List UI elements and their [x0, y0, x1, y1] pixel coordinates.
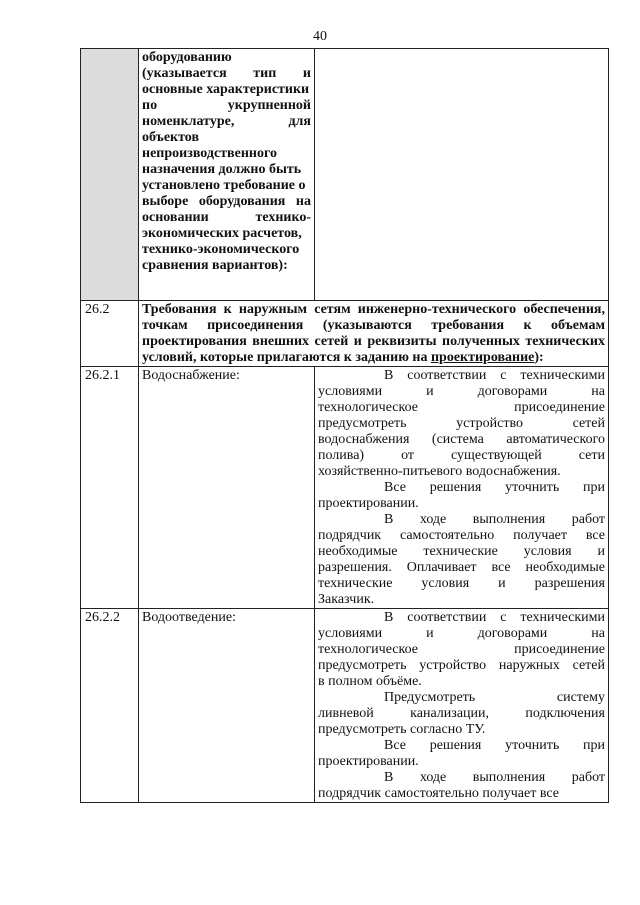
text-line: установлено требование о	[142, 178, 306, 193]
cell-label: Водоснабжение:	[139, 367, 315, 609]
cell-label: Водоотведение:	[139, 609, 315, 803]
paragraph	[318, 368, 605, 480]
text-line: необходимые технические условия и	[318, 544, 605, 559]
text-line: В ходе выполнения работ	[384, 512, 605, 527]
text-line: ливневой канализации, подключения	[318, 706, 605, 721]
text-line: Требования к наружным сетям инженерно-технического обеспечения,	[142, 302, 605, 317]
cell-26-2-text	[139, 301, 609, 367]
table-row-26-2-2	[81, 609, 609, 803]
text-line: точкам присоединения (указываются требования к объемам	[142, 318, 605, 333]
text-line: технологическое присоединение	[318, 642, 605, 657]
table-row-26-2	[81, 301, 609, 367]
text-line: В соответствии с техническими	[384, 368, 605, 383]
paragraph	[318, 512, 605, 608]
cell-num: 26.2	[81, 301, 139, 367]
cell-intro-text	[139, 49, 315, 301]
text-line: объектов	[142, 130, 199, 145]
text-line: выборе оборудования на	[142, 194, 311, 209]
text-line: В ходе выполнения работ	[384, 770, 605, 785]
text-line: Все решения уточнить при	[384, 480, 605, 495]
text-line: номенклатуре, для	[142, 114, 311, 129]
text-line: проектирования внешних сетей и реквизиты полученных технических	[142, 334, 605, 349]
text-line: назначения должно быть	[142, 162, 302, 177]
cell-value	[315, 367, 609, 609]
paragraph	[318, 690, 605, 738]
paragraph	[318, 480, 605, 512]
text-line: экономических расчетов,	[142, 226, 302, 241]
text-line	[142, 350, 605, 366]
text-line: полива) от существующей сети	[318, 448, 605, 463]
text-line: непроизводственного	[142, 146, 277, 161]
text-line: технико-экономического	[142, 242, 300, 257]
cell-intro-value-empty	[315, 49, 609, 301]
text-line: в полном объёме.	[318, 674, 422, 689]
text-line: технологическое присоединение	[318, 400, 605, 415]
text-line: подрядчик самостоятельно получает все	[318, 528, 605, 543]
text-line: условиями и договорами на	[318, 626, 605, 641]
text-line: хозяйственно-питьевого водоснабжения.	[318, 464, 561, 479]
text-line: основные характеристики	[142, 82, 310, 97]
text-line: сравнения вариантов):	[142, 258, 288, 273]
text-line: Предусмотреть систему	[384, 690, 605, 705]
cell-value	[315, 609, 609, 803]
paragraph	[318, 770, 605, 802]
text-line: технические условия и разрешения	[318, 576, 605, 591]
underlined-text: проектирование	[430, 350, 535, 365]
text-line: (указывается тип и	[142, 66, 311, 81]
text-line: водоснабжения (система автоматического	[318, 432, 605, 447]
text-line: предусмотреть устройство наружных сетей	[318, 658, 605, 673]
text-line: условиями и договорами на	[318, 384, 605, 399]
paragraph	[318, 610, 605, 690]
cell-num-empty	[81, 49, 139, 301]
text-line: основании технико-	[142, 210, 311, 225]
text-line: В соответствии с техническими	[384, 610, 605, 625]
page-number: 40	[313, 29, 327, 44]
requirements-table	[80, 48, 609, 803]
text-fragment: условий, которые прилагаются к заданию на	[142, 350, 431, 365]
text-line: Заказчик.	[318, 592, 375, 607]
text-line: по укрупненной	[142, 98, 311, 113]
text-line: проектировании.	[318, 496, 419, 511]
text-line: предусмотреть устройство сетей	[318, 416, 605, 431]
text-line: подрядчик самостоятельно получает все	[318, 786, 559, 801]
table-row-intro	[81, 49, 609, 301]
text-line: разрешения. Оплачивает все необходимые	[318, 560, 605, 575]
cell-num: 26.2.1	[81, 367, 139, 609]
cell-num: 26.2.2	[81, 609, 139, 803]
table-row-26-2-1	[81, 367, 609, 609]
paragraph	[318, 738, 605, 770]
text-line: оборудованию	[142, 50, 232, 65]
text-fragment: ):	[534, 350, 544, 365]
text-line: предусмотреть согласно ТУ.	[318, 722, 486, 737]
text-line: Все решения уточнить при	[384, 738, 605, 753]
text-line: проектировании.	[318, 754, 419, 769]
